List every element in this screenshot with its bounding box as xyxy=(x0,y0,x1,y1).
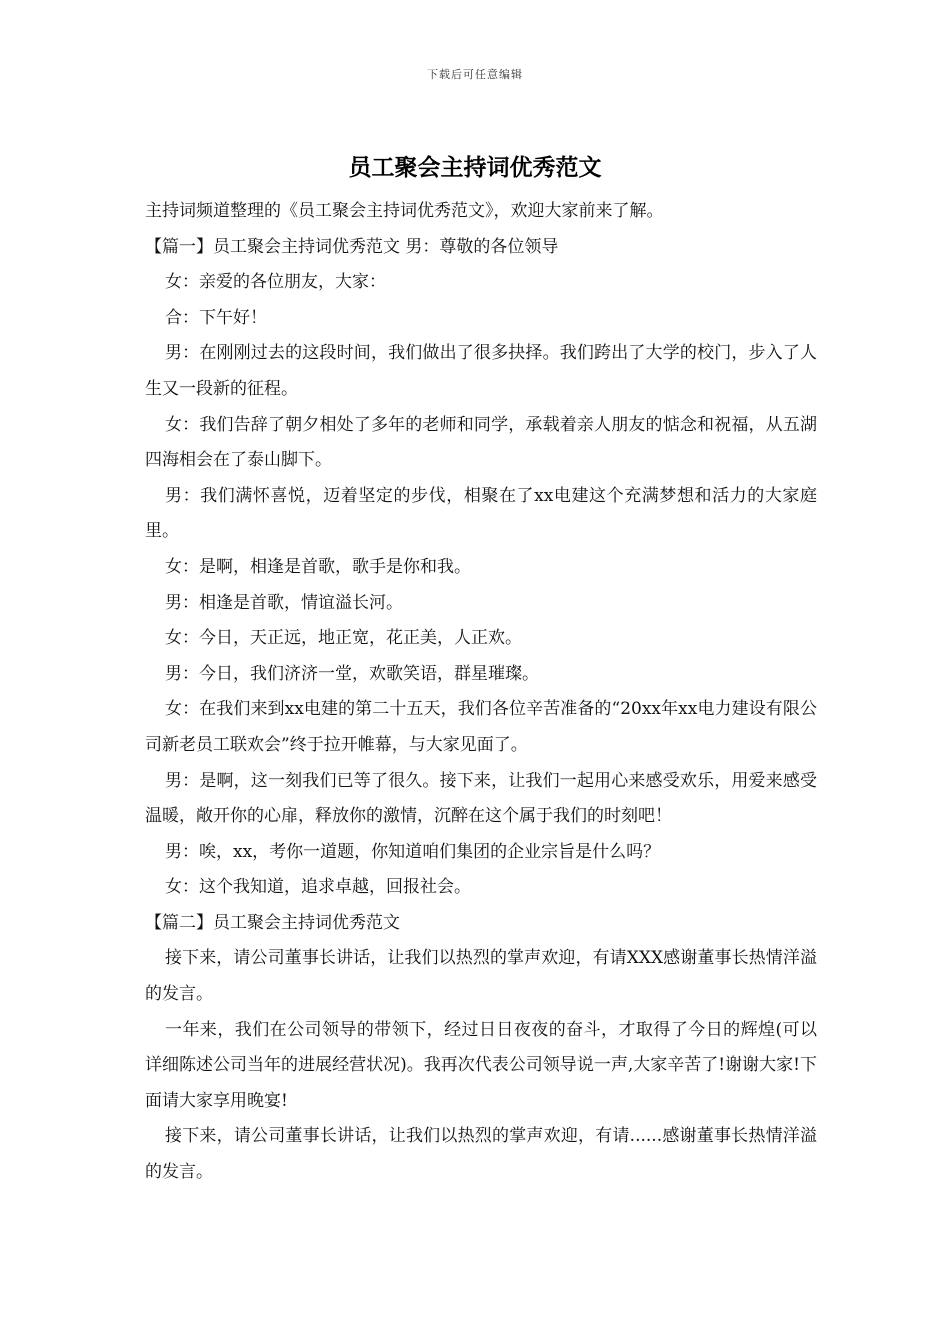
paragraph: 女：在我们来到xx电建的第二十五天，我们各位辛苦准备的“20xx年xx电力建设有限公司新老员工联欢会”终于拉开帷幕，与大家见面了。 xyxy=(145,699,817,755)
document-title: 员工聚会主持词优秀范文 xyxy=(348,154,602,181)
paragraph: 男：是啊，这一刻我们已等了很久。接下来，让我们一起用心来感受欢乐，用爱来感受温暖，敞开你的心扉，释放你的激情，沉醉在这个属于我们的时刻吧！ xyxy=(145,770,817,827)
paragraph: 男：在刚刚过去的这段时间，我们做出了很多抉择。我们跨出了大学的校门，步入了人生又一段新的征程。 xyxy=(145,343,817,399)
paragraph: 女：这个我知道，追求卓越，回报社会。 xyxy=(165,877,471,898)
paragraph: 一年来，我们在公司领导的带领下，经过日日夜夜的奋斗，才取得了今日的辉煌(可以详细陈述公司当年的进展经营状况)。我再次代表公司领导说一声,大家辛苦了!谢谢大家!下面请大家享用晚宴! xyxy=(145,1019,817,1111)
paragraph: 女：我们告辞了朝夕相处了多年的老师和同学，承载着亲人朋友的惦念和祝福，从五湖四海相会在了泰山脚下。 xyxy=(145,414,817,471)
paragraph-intro: 主持词频道整理的《员工聚会主持词优秀范文》，欢迎大家前来了解。 xyxy=(145,201,664,221)
paragraph: 女：亲爱的各位朋友，大家： xyxy=(165,272,386,293)
paragraph-section-1-heading: 【篇一】员工聚会主持词优秀范文 男：尊敬的各位领导 xyxy=(145,236,559,257)
header-note: 下载后可任意编辑 xyxy=(427,68,523,81)
paragraph: 接下来，请公司董事长讲话，让我们以热烈的掌声欢迎，有请XXX感谢董事长热情洋溢的发言。 xyxy=(145,948,817,1005)
paragraph: 男：今日，我们济济一堂，欢歌笑语，群星璀璨。 xyxy=(165,663,539,684)
paragraph: 女：今日，天正远，地正宽，花正美，人正欢。 xyxy=(165,628,522,649)
paragraph: 男：我们满怀喜悦，迈着坚定的步伐，相聚在了xx电建这个充满梦想和活力的大家庭里。 xyxy=(145,485,817,542)
paragraph: 女：是啊，相逢是首歌，歌手是你和我。 xyxy=(165,556,471,577)
paragraph: 合：下午好！ xyxy=(165,307,267,328)
paragraph: 接下来，请公司董事长讲话，让我们以热烈的掌声欢迎，有请......感谢董事长热情洋溢的发言。 xyxy=(145,1126,817,1183)
document-body xyxy=(145,194,817,1191)
paragraph-section-2-heading: 【篇二】员工聚会主持词优秀范文 xyxy=(145,912,400,933)
paragraph: 男：相逢是首歌，情谊溢长河。 xyxy=(165,592,403,613)
paragraph: 男：唉，xx，考你一道题，你知道咱们集团的企业宗旨是什么吗？ xyxy=(165,841,661,862)
